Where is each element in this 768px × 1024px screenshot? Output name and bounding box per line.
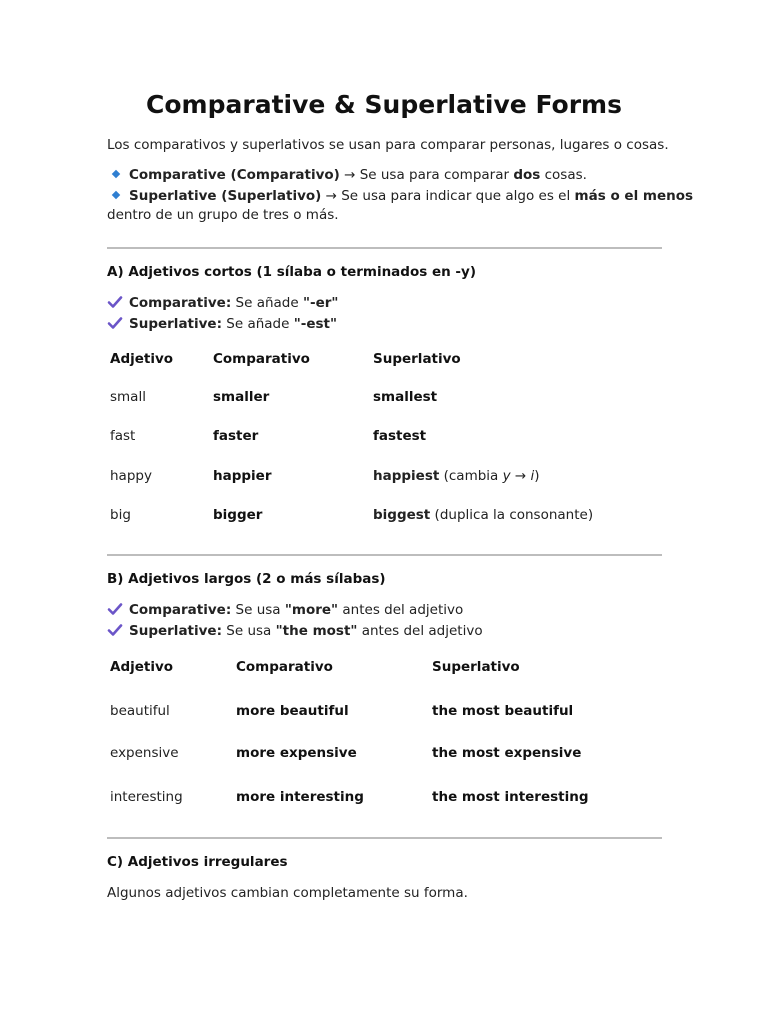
table-cell-adjective: expensive	[110, 745, 179, 761]
check-icon	[107, 316, 123, 330]
rule-label: Superlative:	[129, 316, 222, 332]
table-cell-superlative-with-note	[373, 507, 593, 523]
superlative-word: happiest	[373, 468, 440, 484]
bullet-superlative-text: → Se usa para indicar que algo es el	[321, 188, 575, 204]
intro-paragraph: Los comparativos y superlativos se usan para comparar personas, lugares o cosas.	[107, 137, 669, 153]
check-icon	[107, 602, 123, 616]
rule-text: Se usa	[221, 623, 276, 639]
table-header-adjetivo: Adjetivo	[110, 351, 174, 367]
table-cell-superlative: the most interesting	[432, 789, 589, 805]
note-arrow: →	[510, 468, 531, 484]
section-a-rule-superlative	[107, 314, 337, 334]
table-cell-comparative: bigger	[213, 507, 263, 523]
table-cell-adjective: fast	[110, 428, 136, 444]
rule-label: Superlative:	[129, 623, 222, 639]
section-c-text: Algunos adjetivos cambian completamente su forma.	[107, 885, 468, 901]
table-header-comparativo: Comparativo	[236, 659, 333, 675]
diamond-bullet-icon	[112, 191, 120, 199]
rule-suffix: "-er"	[302, 295, 339, 311]
note-close: )	[534, 468, 540, 484]
rule-suffix: "-est"	[293, 316, 338, 332]
table-header-superlativo: Superlativo	[432, 659, 520, 675]
note-text: (duplica la consonante)	[430, 507, 594, 523]
rule-end: antes del adjetivo	[338, 602, 464, 618]
rule-keyword: "the most"	[275, 623, 358, 639]
divider	[107, 837, 662, 839]
page-title: Comparative & Superlative Forms	[146, 90, 622, 119]
note-text: (cambia	[439, 468, 503, 484]
rule-text: Se añade	[221, 316, 294, 332]
check-icon	[107, 623, 123, 637]
table-header-superlativo: Superlativo	[373, 351, 461, 367]
superlative-word: biggest	[373, 507, 431, 523]
table-cell-comparative: more expensive	[236, 745, 357, 761]
table-cell-comparative: smaller	[213, 389, 270, 405]
section-a-heading: A) Adjetivos cortos (1 sílaba o terminados en -y)	[107, 264, 477, 280]
section-c-heading: C) Adjetivos irregulares	[107, 854, 288, 870]
section-b-rule-comparative	[107, 600, 463, 620]
table-cell-comparative: more beautiful	[236, 703, 349, 719]
bullet-comparative	[107, 165, 587, 185]
table-cell-comparative: happier	[213, 468, 272, 484]
bullet-comparative-label: Comparative (Comparativo)	[129, 167, 340, 183]
note-italic: y	[502, 468, 511, 484]
bullet-comparative-text: → Se usa para comparar	[339, 167, 514, 183]
table-cell-adjective: big	[110, 507, 131, 523]
rule-label: Comparative:	[129, 602, 232, 618]
section-b-heading: B) Adjetivos largos (2 o más sílabas)	[107, 571, 386, 587]
divider	[107, 554, 662, 556]
diamond-bullet-icon	[112, 170, 120, 178]
table-header-comparativo: Comparativo	[213, 351, 310, 367]
bullet-superlative-bold: más o el menos	[574, 188, 694, 204]
table-cell-superlative: the most expensive	[432, 745, 582, 761]
bullet-superlative	[107, 186, 693, 206]
table-cell-superlative-with-note	[373, 468, 540, 484]
divider	[107, 247, 662, 249]
bullet-comparative-end: cosas.	[540, 167, 587, 183]
rule-keyword: "more"	[284, 602, 339, 618]
table-cell-adjective: small	[110, 389, 146, 405]
bullet-comparative-bold: dos	[513, 167, 541, 183]
table-cell-comparative: faster	[213, 428, 259, 444]
section-a-rule-comparative	[107, 293, 338, 313]
table-header-adjetivo: Adjetivo	[110, 659, 174, 675]
table-cell-adjective: interesting	[110, 789, 183, 805]
rule-end: antes del adjetivo	[357, 623, 483, 639]
table-cell-superlative: smallest	[373, 389, 438, 405]
table-cell-superlative: fastest	[373, 428, 427, 444]
section-b-rule-superlative	[107, 621, 483, 641]
check-icon	[107, 295, 123, 309]
bullet-superlative-continuation: dentro de un grupo de tres o más.	[107, 207, 339, 223]
note-italic: i	[530, 468, 535, 484]
rule-text: Se usa	[231, 602, 285, 618]
table-cell-adjective: happy	[110, 468, 152, 484]
table-cell-superlative: the most beautiful	[432, 703, 574, 719]
bullet-superlative-label: Superlative (Superlativo)	[129, 188, 322, 204]
table-cell-comparative: more interesting	[236, 789, 364, 805]
rule-text: Se añade	[231, 295, 303, 311]
table-cell-adjective: beautiful	[110, 703, 170, 719]
rule-label: Comparative:	[129, 295, 232, 311]
